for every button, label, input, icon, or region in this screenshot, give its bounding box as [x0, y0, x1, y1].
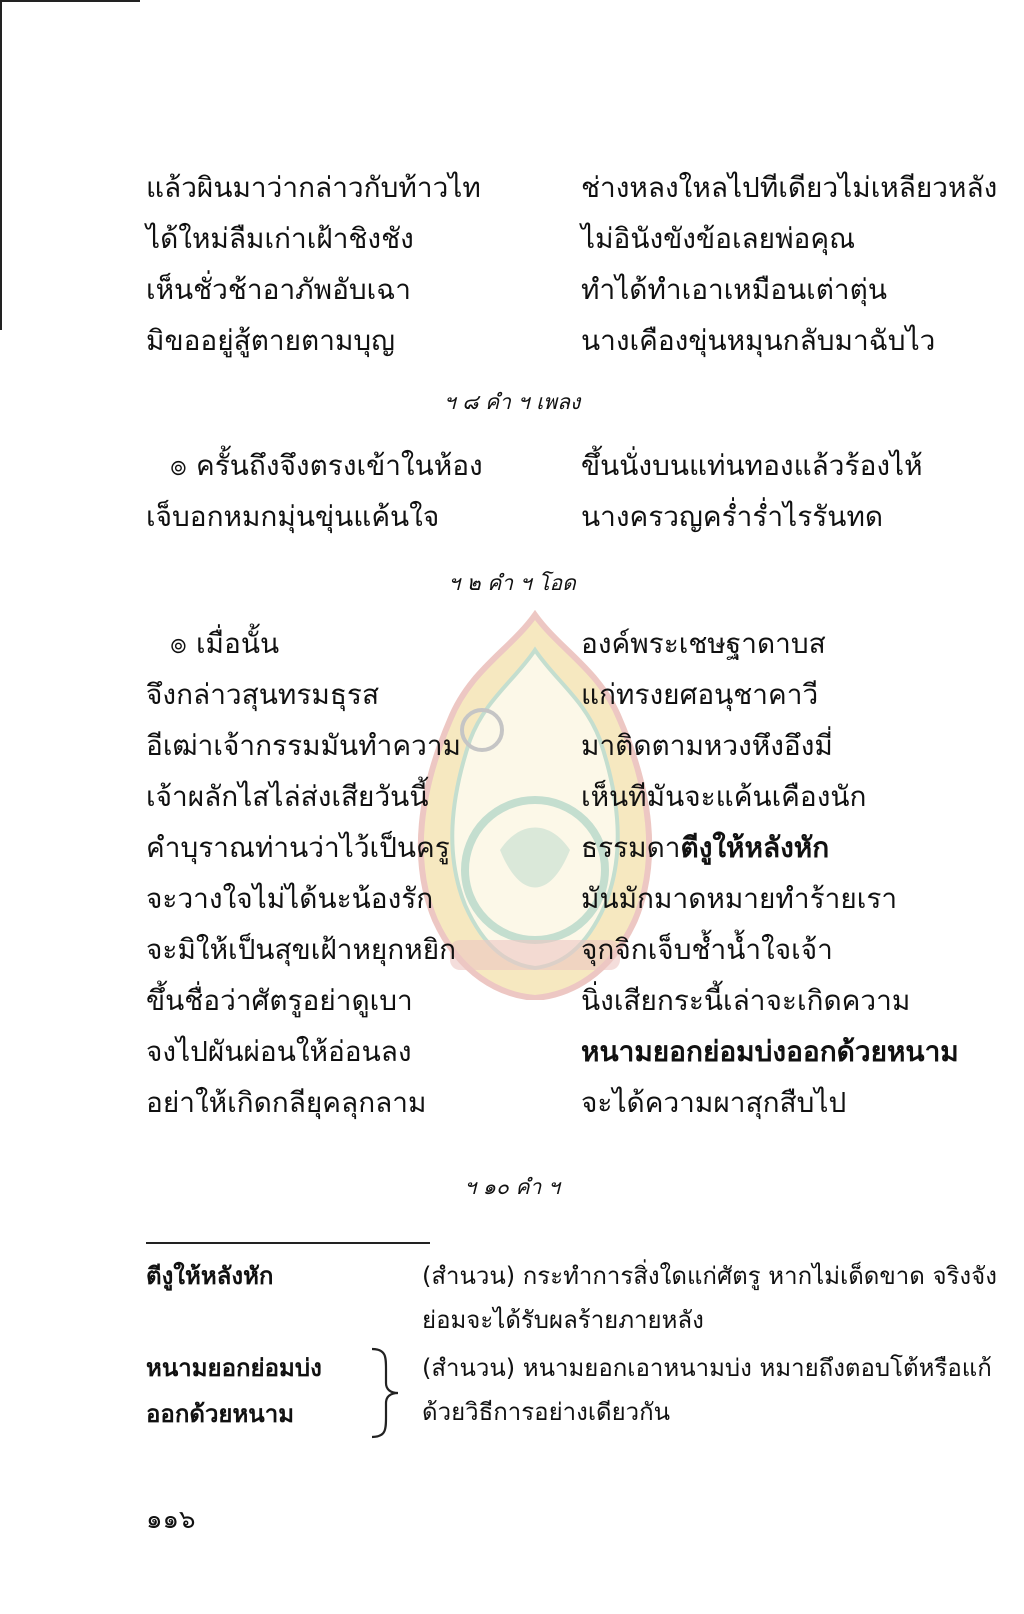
verse-right: ช่างหลงใหลไปทีเดียวไม่เหลียวหลัง — [581, 171, 998, 204]
verse-line — [0, 491, 1024, 543]
verse-left: คำบุราณท่านว่าไว้เป็นครู — [146, 831, 450, 864]
stanza-marker: ฯ ๑๐ คำ ฯ — [464, 1175, 560, 1199]
verse-line — [0, 213, 1024, 265]
scan-edge-top — [0, 0, 140, 2]
stanza-marker: ฯ ๘ คำ ฯ เพลง — [443, 390, 581, 414]
verse-right — [581, 822, 829, 874]
verse-right: เห็นทีมันจะแค้นเคืองนัก — [581, 780, 867, 813]
verse-line — [0, 264, 1024, 316]
verse-left: ได้ใหม่ลืมเก่าเฝ้าชิงชัง — [146, 222, 414, 255]
verse-right: จุกจิกเจ็บช้ำน้ำใจเจ้า — [581, 933, 833, 966]
verse-line — [0, 822, 1024, 874]
idiom-highlight: หนามยอกย่อมบ่งออกด้วยหนาม — [581, 1035, 959, 1068]
idiom-highlight: ตีงูให้หลังหัก — [680, 831, 830, 864]
verse-right: นิ่งเสียกระนี้เล่าจะเกิดความ — [581, 984, 911, 1017]
verse-line — [0, 771, 1024, 823]
verse-line — [0, 975, 1024, 1027]
verse-right: องค์พระเชษฐาดาบส — [581, 627, 826, 660]
verse-line — [0, 720, 1024, 772]
verse-line — [0, 669, 1024, 721]
verse-right: มาติดตามหวงหึงอึงมี่ — [581, 729, 833, 762]
verse-line — [0, 1026, 1024, 1078]
page-number: ๑๑๖ — [146, 1505, 196, 1535]
verse-left: จึงกล่าวสุนทรมธุรส — [146, 678, 380, 711]
verse-left: จะวางใจไม่ได้นะน้องรัก — [146, 882, 434, 915]
verse-line — [0, 1077, 1024, 1129]
stanza-marker: ฯ ๒ คำ ฯ โอด — [448, 571, 576, 595]
verse-left: เจ็บอกหมกมุ่นขุ่นแค้นใจ — [146, 500, 440, 533]
verse-left: จงไปผันผ่อนให้อ่อนลง — [146, 1035, 412, 1068]
verse-right: นางครวญคร่ำร่ำไรรันทด — [581, 500, 884, 533]
verse-right: ขึ้นนั่งบนแท่นทองแล้วร้องไห้ — [581, 449, 923, 482]
verse-line — [0, 924, 1024, 976]
verse-left: ๏ เมื่อนั้น — [170, 627, 280, 660]
verse-line — [0, 440, 1024, 492]
verse-right: นางเคืองขุ่นหมุนกลับมาฉับไว — [581, 324, 936, 357]
verse-right: ไม่อินังขังข้อเลยพ่อคุณ — [581, 222, 856, 255]
verse-left: เจ้าผลักไสไล่ส่งเสียวันนี้ — [146, 780, 429, 813]
right-brace-icon — [364, 1347, 404, 1439]
verse-left: จะมิให้เป็นสุขเฝ้าหยุกหยิก — [146, 933, 457, 966]
verse-right-plain: ธรรมดา — [581, 831, 681, 864]
verse-right: แก่ทรงยศอนุชาคาวี — [581, 678, 819, 711]
verse-right: จะได้ความผาสุกสืบไป — [581, 1086, 847, 1119]
verse-left: อีเฒ่าเจ้ากรรมมันทำความ — [146, 729, 461, 762]
footnote-term: ตีงูให้หลังหัก — [146, 1262, 274, 1290]
verse-right: มันมักมาดหมายทำร้ายเรา — [581, 882, 898, 915]
verse-line — [0, 315, 1024, 367]
verse-left: อย่าให้เกิดกลียุคลุกลาม — [146, 1086, 427, 1119]
verse-left: ขึ้นชื่อว่าศัตรูอย่าดูเบา — [146, 984, 413, 1017]
verse-line — [0, 873, 1024, 925]
verse-left: มิขออยู่สู้ตายตามบุญ — [146, 324, 396, 357]
verse-right: ทำได้ทำเอาเหมือนเต่าตุ่น — [581, 273, 887, 306]
verse-left: แล้วผินมาว่ากล่าวกับท้าวไท — [146, 171, 481, 204]
verse-left: เห็นชั่วช้าอาภัพอับเฉา — [146, 273, 412, 306]
footnote-definition: (สำนวน) หนามยอกเอาหนามบ่ง หมายถึงตอบโต้หรือแก้ด้วยวิธีการอย่างเดียวกัน — [422, 1354, 992, 1426]
footnote-divider — [146, 1242, 430, 1244]
verse-line — [0, 618, 1024, 670]
footnote-definition: (สำนวน) กระทำการสิ่งใดแก่ศัตรู หากไม่เด็ดขาด จริงจัง ย่อมจะได้รับผลร้ายภายหลัง — [422, 1262, 997, 1334]
verse-left: ๏ ครั้นถึงจึงตรงเข้าในห้อง — [170, 449, 483, 482]
verse-line — [0, 162, 1024, 214]
footnote-term: ออกด้วยหนาม — [146, 1400, 295, 1428]
footnote-term: หนามยอกย่อมบ่ง — [146, 1354, 322, 1382]
